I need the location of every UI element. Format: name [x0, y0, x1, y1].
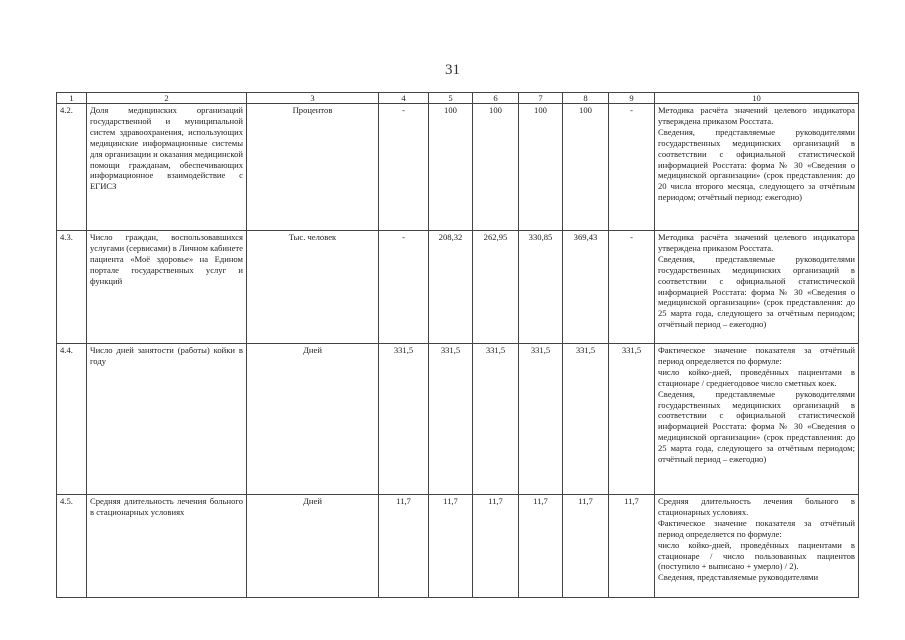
- methodology-cell: [655, 231, 859, 344]
- methodology-cell: [655, 495, 859, 598]
- methodology-text: Сведения, представляемые руководителями: [658, 572, 819, 583]
- unit-cell: Тыс. человек: [247, 231, 379, 344]
- methodology-text: Средняя длительность лечения больного в стационарных условиях.: [658, 496, 855, 517]
- indicators-table: [56, 92, 859, 598]
- value-cell: 331,5: [563, 344, 609, 495]
- value-cell: 331,5: [379, 344, 429, 495]
- header-cell: 4: [379, 93, 429, 104]
- table-row: [57, 104, 859, 231]
- value-cell: 262,95: [473, 231, 519, 344]
- methodology-text: Фактическое значение показателя за отчётный период определяется по формуле:: [658, 345, 855, 366]
- methodology-text: Методика расчёта значений целевого индикатора утверждена приказом Росстата.: [658, 105, 855, 126]
- table-row: [57, 495, 859, 598]
- value-cell: 208,32: [429, 231, 473, 344]
- methodology-text: Сведения, представляемые руководителями государственных медицинских организаций в соответствии с официальной статистической информацией Росстата: форма № 30 «Сведения о медицинской организации» (срок представления: до 25 марта года, следующего за отчётным периодом; отчётный период – ежегодно): [658, 253, 855, 330]
- header-cell: 1: [57, 93, 87, 104]
- value-cell: 11,7: [379, 495, 429, 598]
- table-row: [57, 231, 859, 344]
- header-cell: 8: [563, 93, 609, 104]
- methodology-text: число койко-дней, проведённых пациентами в стационаре / число пользованных пациентов (поступило + выписано + умерло) / 2).: [658, 539, 855, 572]
- value-cell: -: [609, 231, 655, 344]
- header-row: [57, 93, 859, 104]
- value-cell: 11,7: [473, 495, 519, 598]
- value-cell: 100: [473, 104, 519, 231]
- header-cell: 9: [609, 93, 655, 104]
- value-cell: 331,5: [519, 344, 563, 495]
- value-cell: 11,7: [519, 495, 563, 598]
- methodology-cell: [655, 344, 859, 495]
- value-cell: 331,5: [609, 344, 655, 495]
- header-cell: 2: [87, 93, 247, 104]
- value-cell: 11,7: [609, 495, 655, 598]
- header-cell: 5: [429, 93, 473, 104]
- value-cell: 100: [519, 104, 563, 231]
- indicator-name: Число граждан, воспользовавшихся услугами (сервисами) в Личном кабинете пациента «Моё здоровье» на Едином портале государственных услуг и функций: [87, 231, 247, 344]
- indicator-name: Доля медицинских организаций государственной и муниципальной систем здравоохранения, использующих медицинские информационные системы для организации и оказания медицинской помощи гражданам, обеспечивающих информационное взаимодействие с ЕГИСЗ: [87, 104, 247, 231]
- unit-cell: Дней: [247, 495, 379, 598]
- value-cell: 331,5: [429, 344, 473, 495]
- methodology-text: число койко-дней, проведённых пациентами в стационаре / среднегодовое число сметных коек.: [658, 366, 855, 388]
- value-cell: 331,5: [473, 344, 519, 495]
- header-cell: 10: [655, 93, 859, 104]
- indicator-name: Средняя длительность лечения больного в стационарных условиях: [87, 495, 247, 598]
- unit-cell: Дней: [247, 344, 379, 495]
- row-number: 4.5.: [57, 495, 87, 598]
- row-number: 4.4.: [57, 344, 87, 495]
- value-cell: 11,7: [563, 495, 609, 598]
- methodology-cell: [655, 104, 859, 231]
- value-cell: 330,85: [519, 231, 563, 344]
- methodology-text: Сведения, представляемые руководителями государственных медицинских организаций в соответствии с официальной статистической информацией Росстата: форма № 30 «Сведения о медицинской организации» (срок представления: до 20 числа второго месяца, следующего за отчётным периодом; отчётный период: ежегодно): [658, 126, 855, 203]
- row-number: 4.2.: [57, 104, 87, 231]
- value-cell: -: [379, 104, 429, 231]
- value-cell: 100: [429, 104, 473, 231]
- value-cell: 369,43: [563, 231, 609, 344]
- header-cell: 6: [473, 93, 519, 104]
- unit-cell: Процентов: [247, 104, 379, 231]
- table-row: [57, 344, 859, 495]
- methodology-text: Методика расчёта значений целевого индикатора утверждена приказом Росстата.: [658, 232, 855, 253]
- value-cell: -: [609, 104, 655, 231]
- header-cell: 7: [519, 93, 563, 104]
- methodology-text: Фактическое значение показателя за отчётный период определяется по формуле:: [658, 517, 855, 539]
- value-cell: 11,7: [429, 495, 473, 598]
- value-cell: -: [379, 231, 429, 344]
- header-cell: 3: [247, 93, 379, 104]
- methodology-text: Сведения, представляемые руководителями государственных медицинских организаций в соответствии с официальной статистической информацией Росстата: форма № 30 «Сведения о медицинской организации» (срок представления: до 25 марта года, следующего за отчётным периодом; отчётный период – ежегодно): [658, 388, 855, 465]
- page-number: 31: [445, 62, 460, 78]
- indicator-name: Число дней занятости (работы) койки в году: [87, 344, 247, 495]
- value-cell: 100: [563, 104, 609, 231]
- row-number: 4.3.: [57, 231, 87, 344]
